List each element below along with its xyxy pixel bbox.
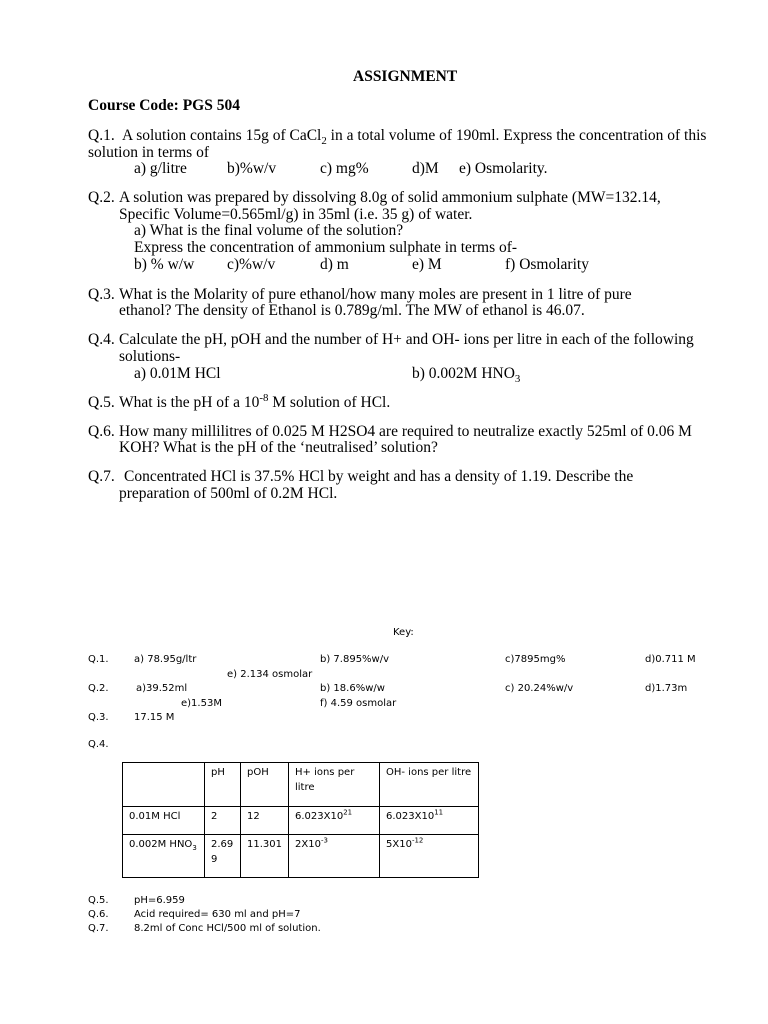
key-q2-c: c) 20.24%w/v bbox=[505, 683, 574, 694]
key-q5-answer: pH=6.959 bbox=[134, 895, 185, 906]
q1-text-line2: solution in terms of bbox=[88, 144, 209, 161]
table-cell: $6.023X10^{11}$ bbox=[380, 807, 479, 835]
q2-text-line1: A solution was prepared by dissolving 8.0g of solid ammonium sulphate (MW=132.14, bbox=[119, 189, 661, 206]
q2-number: Q.2. bbox=[88, 189, 115, 206]
q1-option-d: d)M bbox=[412, 160, 439, 177]
q2-text-line4: Express the concentration of ammonium sulphate in terms of- bbox=[134, 239, 518, 256]
table-cell: $5X10^{-12}$ bbox=[380, 835, 479, 878]
table-cell: 12 bbox=[241, 807, 289, 835]
table-header-cell bbox=[123, 763, 205, 807]
q1-number: Q.1. bbox=[88, 127, 115, 144]
q4-option-a: a) 0.01M HCl bbox=[134, 365, 221, 382]
q2-option-d: d) m bbox=[320, 256, 349, 273]
key-q3-number: Q.3. bbox=[88, 712, 109, 723]
q3-text-line1: What is the Molarity of pure ethanol/how many moles are present in 1 litre of pure bbox=[119, 286, 632, 303]
q4-text-line1: Calculate the pH, pOH and the number of H+ and OH- ions per litre in each of the following bbox=[119, 331, 694, 348]
key-q5-number: Q.5. bbox=[88, 895, 109, 906]
q4-text-line2: solutions- bbox=[119, 348, 181, 365]
table-header-cell: H+ ions per litre bbox=[289, 763, 380, 807]
key-q1-e: e) 2.134 osmolar bbox=[227, 669, 313, 680]
table-cell: 2 bbox=[205, 807, 241, 835]
q2-text-line3: a) What is the final volume of the solution? bbox=[134, 222, 404, 239]
q6-text-line1: How many millilitres of 0.025 M H2SO4 are required to neutralize exactly 525ml of 0.06 M bbox=[119, 423, 692, 440]
key-q2-d: d)1.73m bbox=[645, 683, 688, 694]
key-q1-d: d)0.711 M bbox=[645, 654, 696, 665]
q4-number: Q.4. bbox=[88, 331, 115, 348]
q3-number: Q.3. bbox=[88, 286, 115, 303]
q6-number: Q.6. bbox=[88, 423, 115, 440]
table-cell: 0.01M HCl bbox=[123, 807, 205, 835]
key-q1-number: Q.1. bbox=[88, 654, 109, 665]
key-q2-number: Q.2. bbox=[88, 683, 109, 694]
key-q1-c: c)7895mg% bbox=[505, 654, 566, 665]
q3-text-line2: ethanol? The density of Ethanol is 0.789g/ml. The MW of ethanol is 46.07. bbox=[119, 302, 585, 319]
table-header-cell: pH bbox=[205, 763, 241, 807]
key-q7-answer: 8.2ml of Conc HCl/500 ml of solution. bbox=[134, 923, 321, 934]
q2-option-f: f) Osmolarity bbox=[505, 256, 589, 273]
q1-option-a: a) g/litre bbox=[134, 160, 187, 177]
q2-option-b: b) % w/w bbox=[134, 256, 195, 273]
key-q6-number: Q.6. bbox=[88, 909, 109, 920]
table-cell: 11.301 bbox=[241, 835, 289, 878]
table-header-cell: pOH bbox=[241, 763, 289, 807]
q1-text-line1: A solution contains 15g of CaCl$_2$ in a total volume of 190ml. Express the concentration of this bbox=[122, 127, 707, 148]
key-q2-a: a)39.52ml bbox=[136, 683, 188, 694]
key-q1-a: a) 78.95g/ltr bbox=[134, 654, 197, 665]
q5-text: What is the pH of a $10^{-8}$ M solution of HCl. bbox=[119, 391, 391, 411]
q1-option-e: e) Osmolarity. bbox=[459, 160, 548, 177]
table-header-cell: OH- ions per litre bbox=[380, 763, 479, 807]
table-row bbox=[123, 807, 479, 835]
key-q4-number: Q.4. bbox=[88, 739, 109, 750]
q4-option-b: b) 0.002M $HNO_3$ bbox=[412, 365, 521, 386]
table-row bbox=[123, 835, 479, 878]
q1-option-c: c) mg% bbox=[320, 160, 369, 177]
key-q4-table bbox=[122, 762, 479, 878]
key-q7-number: Q.7. bbox=[88, 923, 109, 934]
q7-text-line1: Concentrated HCl is 37.5% HCl by weight and has a density of 1.19. Describe the bbox=[124, 468, 634, 485]
table-cell: 0.002M $HNO_3$ bbox=[123, 835, 205, 878]
q1-option-b: b)%w/v bbox=[227, 160, 277, 177]
key-q3-answer: 17.15 M bbox=[134, 712, 175, 723]
key-heading: Key: bbox=[393, 627, 414, 638]
q2-text-line2: Specific Volume=0.565ml/g) in 35ml (i.e. 35 g) of water. bbox=[119, 206, 473, 223]
table-cell: 2.699 bbox=[205, 835, 241, 878]
key-q1-b: b) 7.895%w/v bbox=[320, 654, 390, 665]
q7-text-line2: preparation of 500ml of 0.2M HCl. bbox=[119, 485, 338, 502]
q5-number: Q.5. bbox=[88, 394, 115, 411]
q2-option-c: c)%w/v bbox=[227, 256, 276, 273]
course-code: Course Code: PGS 504 bbox=[88, 97, 240, 114]
q7-number: Q.7. bbox=[88, 468, 115, 485]
key-q2-b: b) 18.6%w/w bbox=[320, 683, 385, 694]
q2-option-e: e) M bbox=[412, 256, 442, 273]
table-cell: $2X10^{-3}$ bbox=[289, 835, 380, 878]
table-header-row bbox=[123, 763, 479, 807]
q6-text-line2: KOH? What is the pH of the ‘neutralised’ solution? bbox=[119, 439, 438, 456]
key-q2-e: e)1.53M bbox=[181, 698, 222, 709]
key-q6-answer: Acid required= 630 ml and pH=7 bbox=[134, 909, 301, 920]
page-title: ASSIGNMENT bbox=[353, 68, 458, 85]
key-q2-f: f) 4.59 osmolar bbox=[320, 698, 397, 709]
table-cell: $6.023X10^{21}$ bbox=[289, 807, 380, 835]
